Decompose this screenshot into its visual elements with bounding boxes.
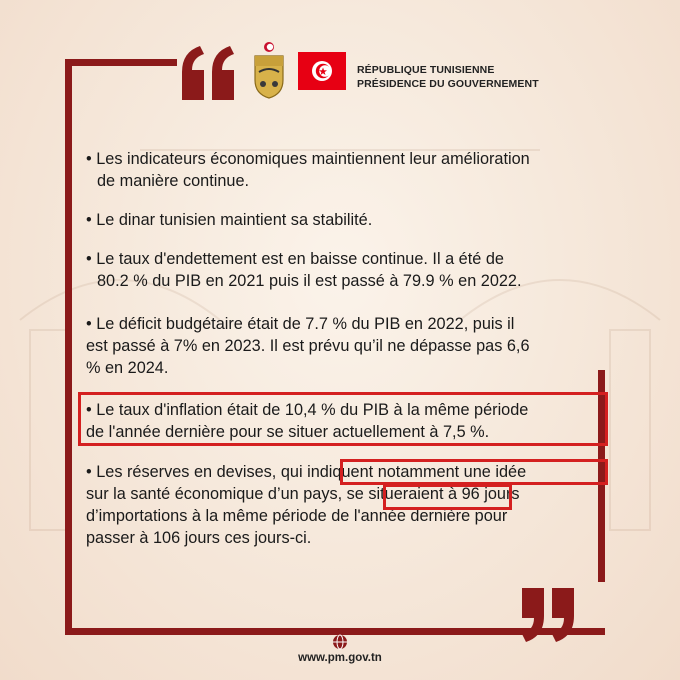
bullet-item bbox=[86, 461, 600, 549]
website-link[interactable]: www.pm.gov.tn bbox=[298, 652, 382, 664]
coat-of-arms-icon bbox=[249, 40, 289, 100]
bullet-line: d’importations à la même période de l'année dernière pour bbox=[86, 507, 508, 525]
bullet-line: passer à 106 jours ces jours-ci. bbox=[86, 529, 312, 547]
bullet-line: • Les indicateurs économiques maintiennent leur amélioration bbox=[86, 150, 530, 168]
bullet-line: est passé à 7% en 2023. Il est prévu qu’il ne dépasse pas 6,6 bbox=[86, 337, 530, 355]
bullet-line: % en 2024. bbox=[86, 359, 169, 377]
bullet-item bbox=[86, 209, 600, 231]
bullet-line: de manière continue. bbox=[97, 172, 250, 190]
quote-open-icon bbox=[178, 44, 240, 102]
quote-close-icon bbox=[516, 586, 578, 644]
bullet-line: • Les réserves en devises, qui indiquent notamment une idée bbox=[86, 463, 527, 481]
bullet-line: sur la santé économique d’un pays, se situeraient à 96 jours bbox=[86, 485, 520, 503]
bullet-item bbox=[86, 148, 600, 192]
bullet-item bbox=[86, 248, 600, 292]
bullet-line: • Le taux d'inflation était de 10,4 % du PIB à la même période bbox=[86, 401, 529, 419]
bullet-item bbox=[86, 313, 600, 379]
bullet-line: • Le déficit budgétaire était de 7.7 % du PIB en 2022, puis il bbox=[86, 315, 515, 333]
bullet-line: • Le taux d'endettement est en baisse continue. Il a été de bbox=[86, 250, 504, 268]
government-name bbox=[357, 63, 539, 91]
frame-top-line bbox=[65, 59, 177, 66]
bullet-line: 80.2 % du PIB en 2021 puis il est passé à 79.9 % en 2022. bbox=[97, 272, 522, 290]
bullet-item bbox=[86, 399, 600, 443]
institution-name: PRÉSIDENCE DU GOUVERNEMENT bbox=[357, 78, 539, 90]
bullet-line: • Le dinar tunisien maintient sa stabilité. bbox=[86, 211, 373, 229]
frame-left-line bbox=[65, 59, 72, 635]
bullet-line: de l'année dernière pour se situer actuellement à 7,5 %. bbox=[86, 423, 490, 441]
globe-icon bbox=[332, 634, 348, 650]
tunisia-flag-icon bbox=[298, 52, 346, 90]
country-name: RÉPUBLIQUE TUNISIENNE bbox=[357, 64, 495, 76]
